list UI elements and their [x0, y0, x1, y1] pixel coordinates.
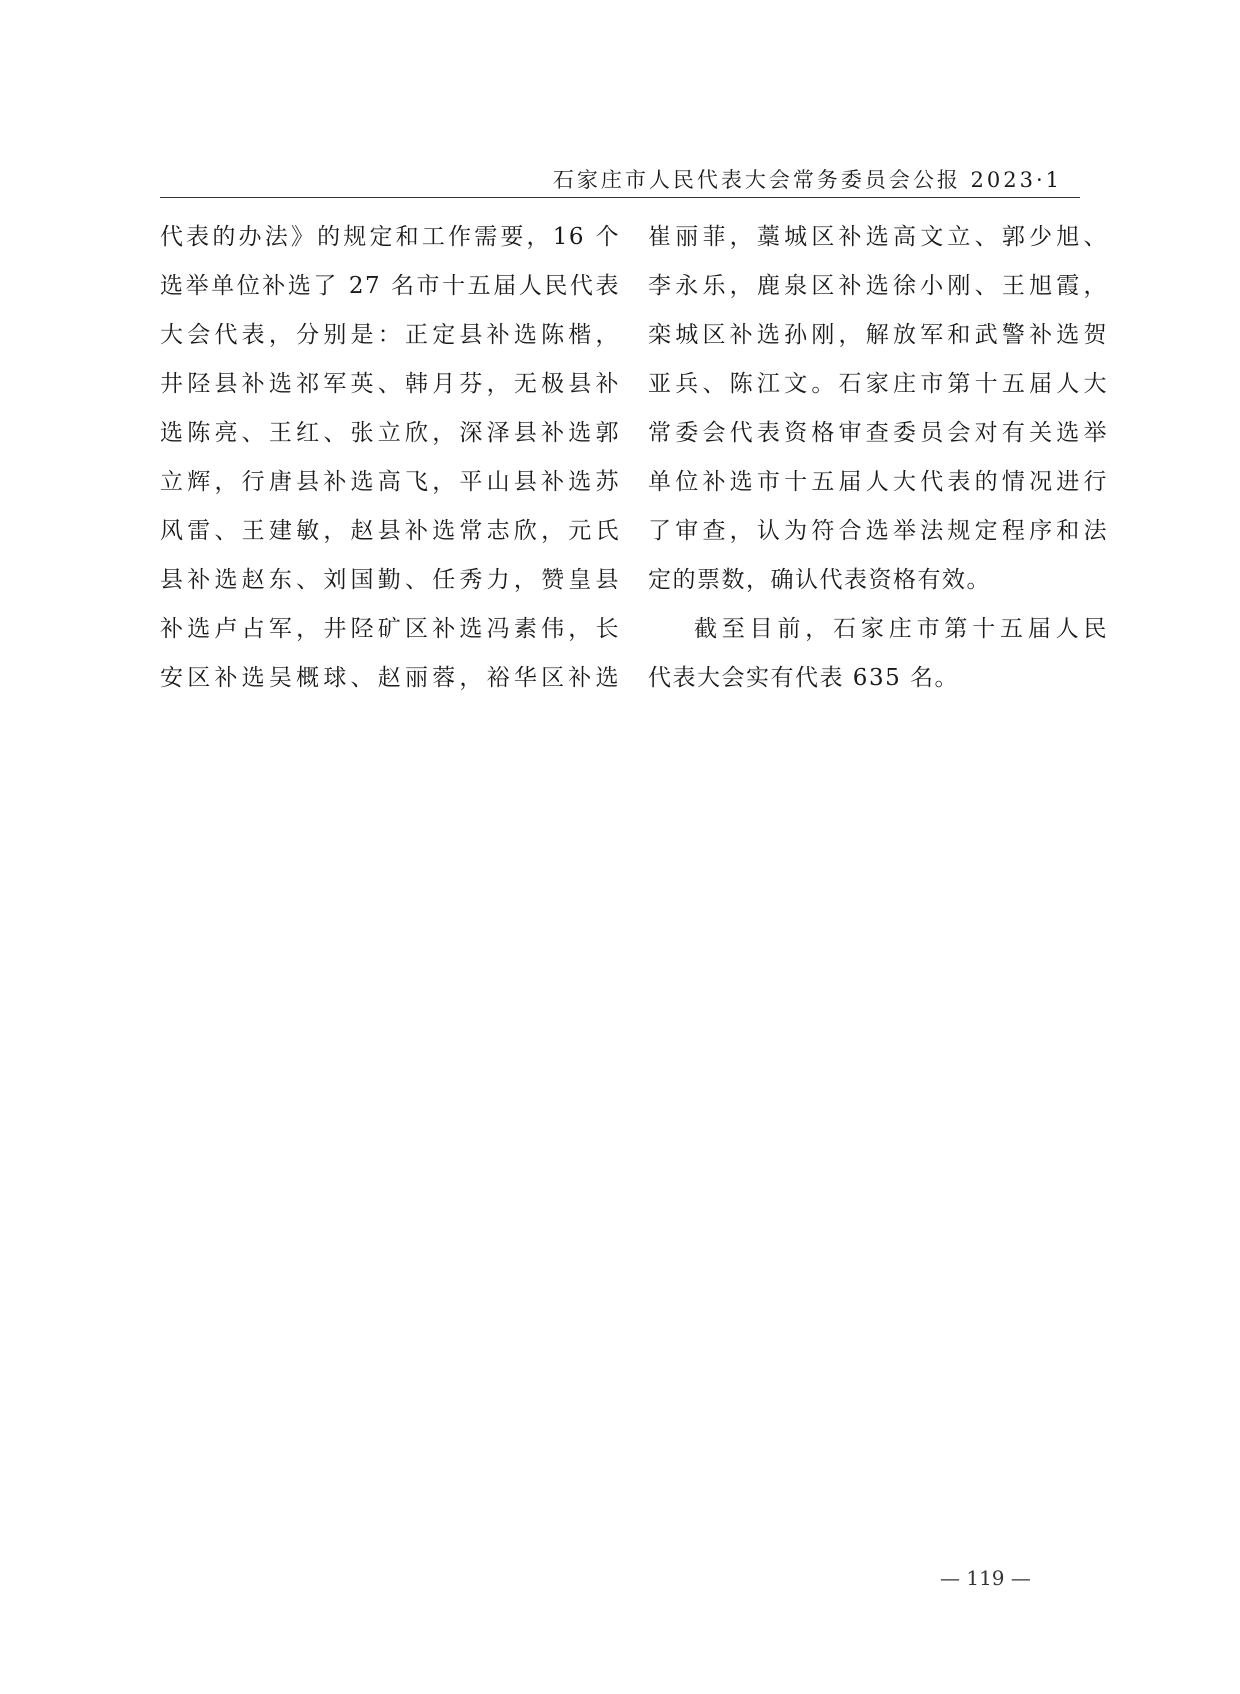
text-line: 安区补选吴概球、赵丽蓉，裕华区补选: [160, 665, 620, 691]
text-line: 井陉县补选祁军英、韩月芬，无极县补: [160, 371, 620, 397]
text-line: 代表大会实有代表 635 名。: [648, 665, 960, 691]
text-line: 补选卢占军，井陉矿区补选冯素伟，长: [160, 616, 620, 642]
left-column: [160, 213, 620, 703]
page-number: — 119 —: [940, 1566, 1031, 1590]
text-line: 栾城区补选孙刚，解放军和武警补选贺: [648, 322, 1108, 348]
text-line: 选举单位补选了 27 名市十五届人民代表: [160, 273, 620, 299]
paragraph-first-line: 截至目前，石家庄市第十五届人民: [694, 616, 1108, 642]
text-line: 大会代表，分别是：正定县补选陈楷，: [160, 322, 620, 348]
right-column: [648, 213, 1108, 703]
text-line: 选陈亮、王红、张立欣，深泽县补选郭: [160, 420, 620, 446]
header-rule: [160, 197, 1080, 198]
text-line: 单位补选市十五届人大代表的情况进行: [648, 469, 1108, 495]
text-line: 定的票数，确认代表资格有效。: [648, 567, 991, 593]
text-line: 县补选赵东、刘国勤、任秀力，赞皇县: [160, 567, 620, 593]
text-line: 亚兵、陈江文。石家庄市第十五届人大: [648, 371, 1108, 397]
text-line: 风雷、王建敏，赵县补选常志欣，元氏: [160, 518, 620, 544]
text-line: 崔丽菲，藁城区补选高文立、郭少旭、: [648, 224, 1108, 250]
text-line: 李永乐，鹿泉区补选徐小刚、王旭霞，: [648, 273, 1108, 299]
text-line: 代表的办法》的规定和工作需要，16 个: [160, 224, 620, 250]
text-line: 了审查，认为符合选举法规定程序和法: [648, 518, 1108, 544]
running-header-title: 石家庄市人民代表大会常务委员会公报 2023·1: [552, 168, 1062, 192]
text-line: 常委会代表资格审查委员会对有关选举: [648, 420, 1108, 446]
text-line: 立辉，行唐县补选高飞，平山县补选苏: [160, 469, 620, 495]
